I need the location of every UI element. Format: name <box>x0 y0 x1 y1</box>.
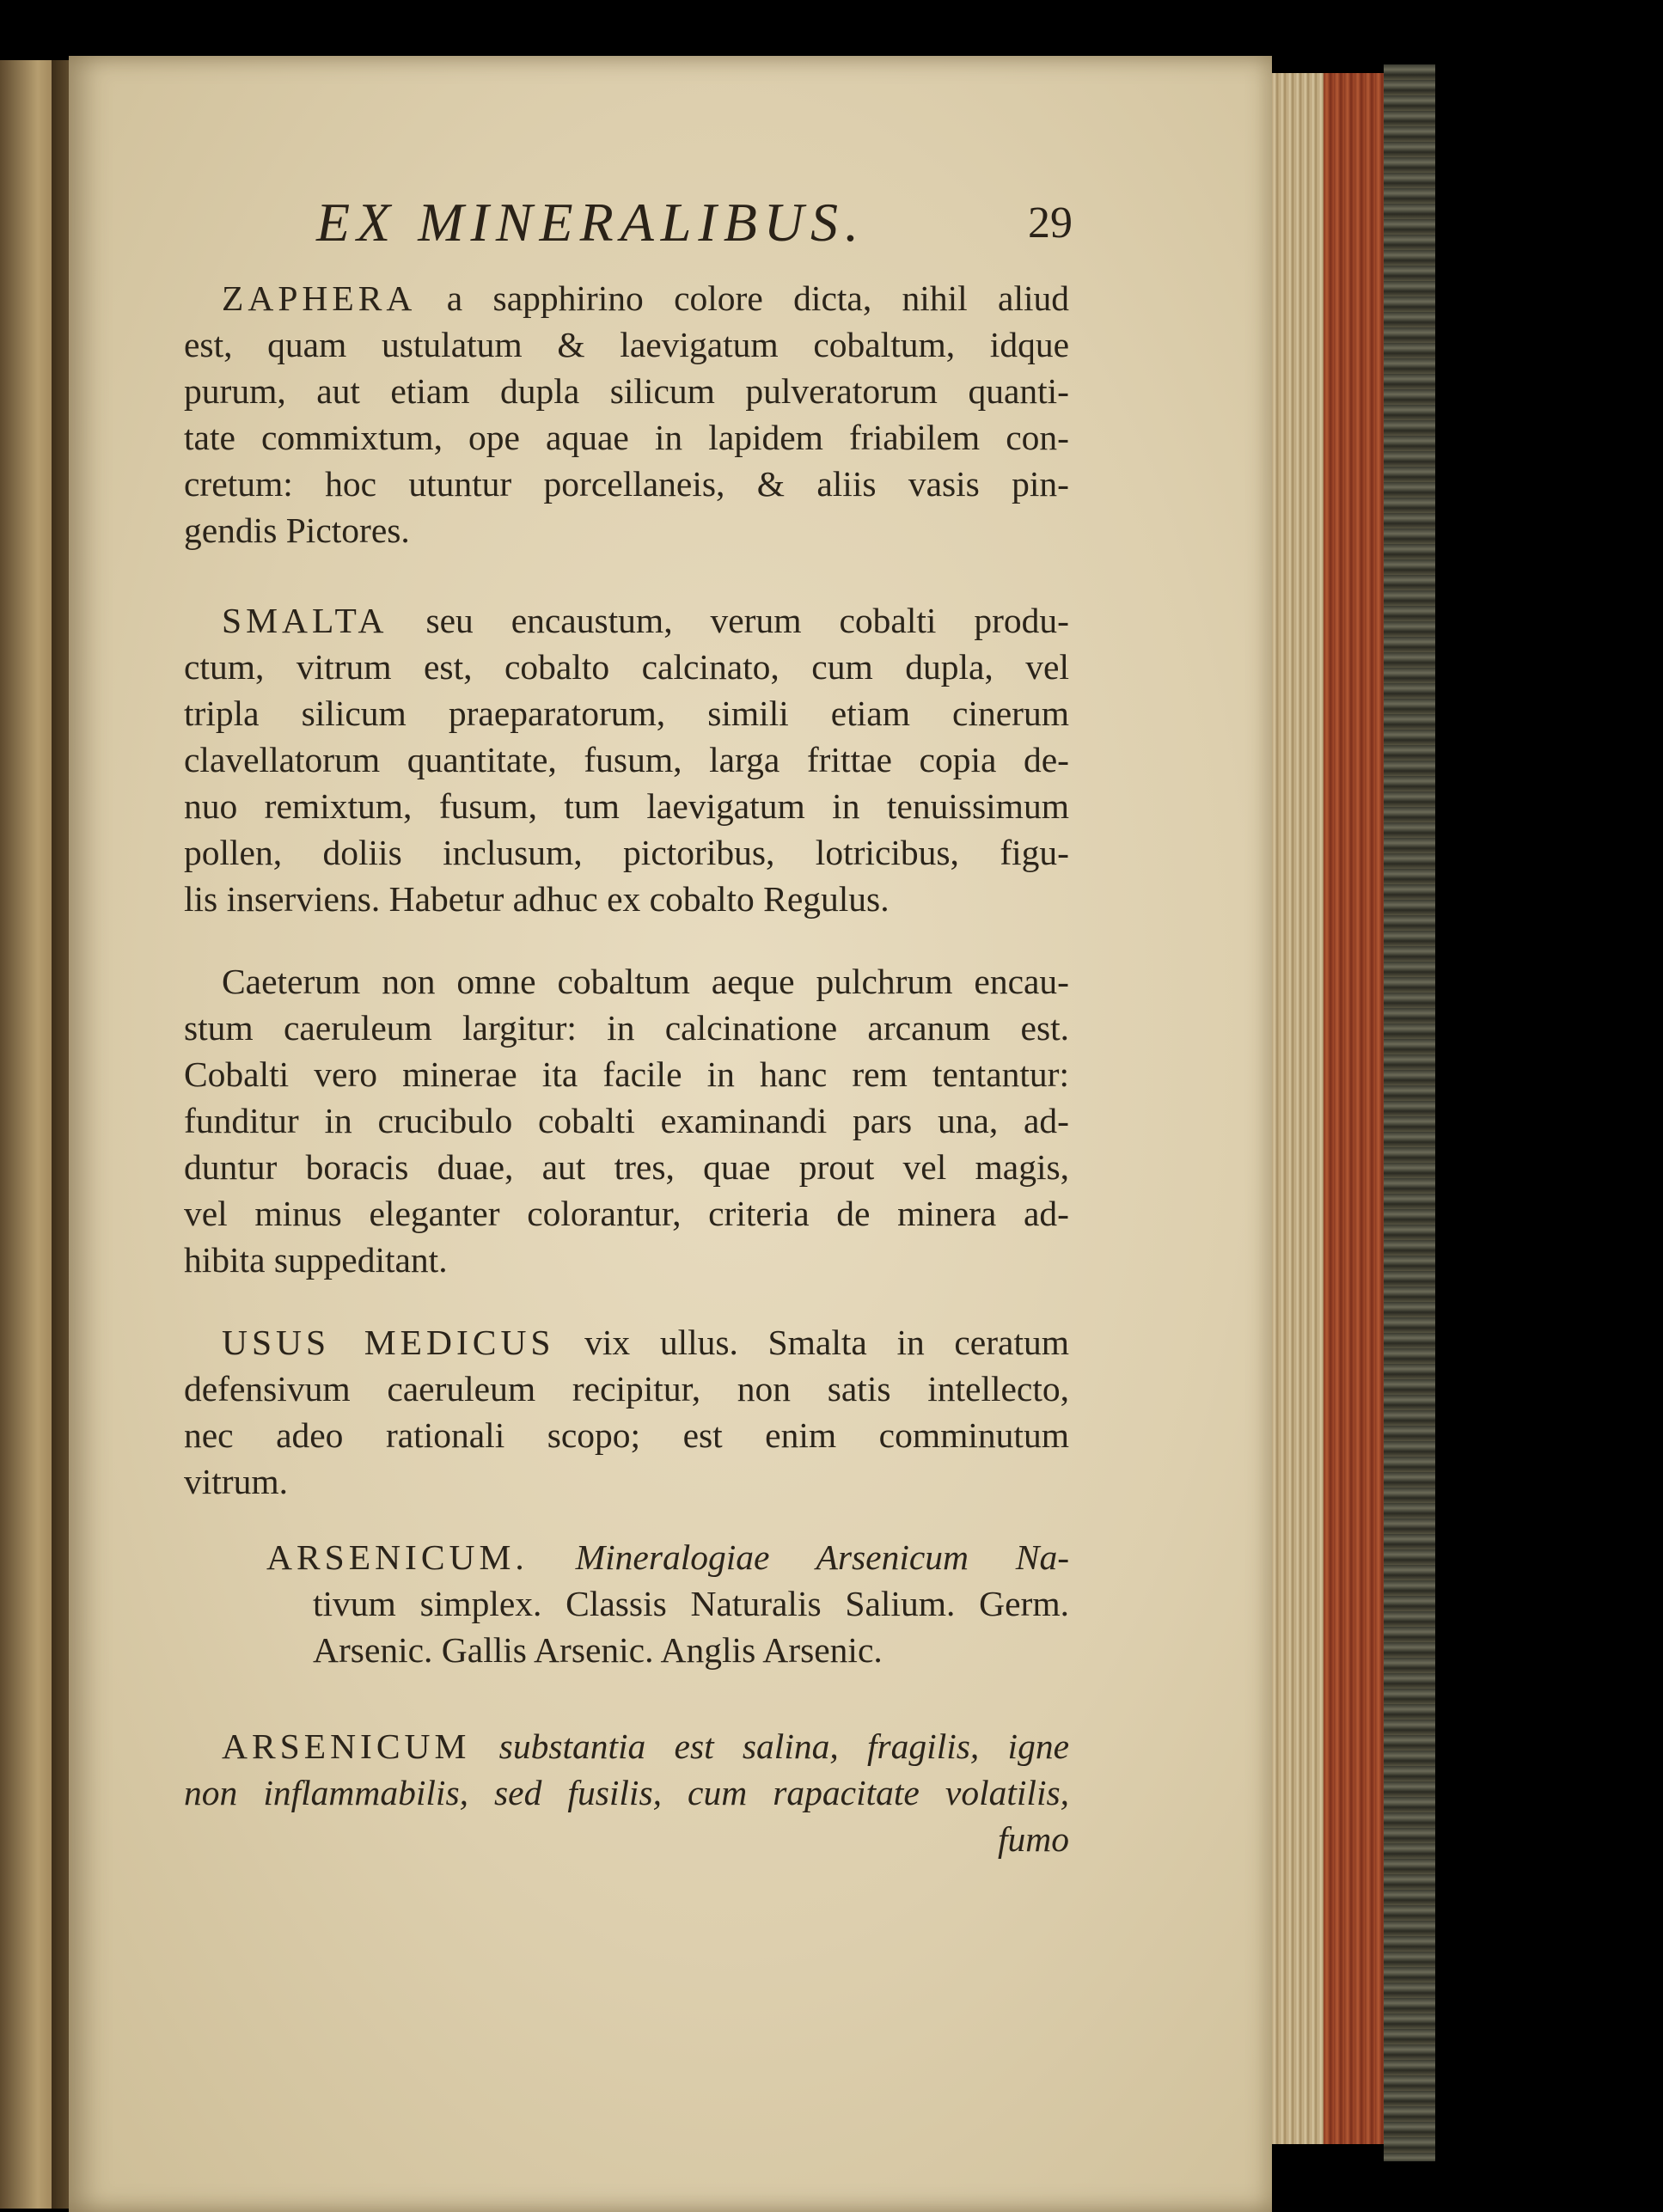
text-line: cretum: hoc utuntur porcellaneis, & aliis vasis pin- <box>184 464 1069 504</box>
text-line: stum caeruleum largitur: in calcinatione arcanum est. <box>184 1008 1069 1048</box>
red-edge-gilding <box>1324 73 1384 2144</box>
text-line: lis inserviens. Habetur adhuc ex cobalto Regulus. <box>184 879 890 919</box>
paragraph-caeterum <box>184 958 1069 1283</box>
text-line: Arsenic. Gallis Arsenic. Anglis Arsenic. <box>313 1630 883 1670</box>
paragraph-lead: USUS MEDICUS <box>222 1323 555 1362</box>
running-head-title: EX MINERALIBUS. <box>316 192 865 253</box>
text-line: non inflammabilis, sed fusilis, cum rapacitate volatilis, <box>184 1773 1069 1812</box>
text-line: defensivum caeruleum recipitur, non satis intellecto, <box>184 1369 1069 1408</box>
text-line: SMALTA seu encaustum, verum cobalti produ- <box>222 601 1069 640</box>
paragraph-lead: ARSENICUM <box>222 1726 471 1766</box>
text-line: vel minus eleganter colorantur, criteria de minera ad- <box>184 1194 1069 1233</box>
text-line: pollen, doliis inclusum, pictoribus, lotricibus, figu- <box>184 833 1069 872</box>
text-line: clavellatorum quantitate, fusum, larga frittae copia de- <box>184 740 1069 779</box>
text-line: tripla silicum praeparatorum, simili etiam cinerum <box>184 694 1069 733</box>
paragraph-zaphera <box>184 275 1069 553</box>
paragraph-lead: SMALTA <box>222 601 388 640</box>
running-head <box>316 191 1073 260</box>
paragraph-lead: ARSENICUM. <box>266 1537 529 1577</box>
catchword: fumo <box>998 1819 1069 1859</box>
text-line: vitrum. <box>184 1462 289 1501</box>
text-line: Caeterum non omne cobaltum aeque pulchrum encau- <box>222 962 1069 1001</box>
text-line: ctum, vitrum est, cobalto calcinato, cum dupla, vel <box>184 647 1069 687</box>
text-line: purum, aut etiam dupla silicum pulveratorum quanti- <box>184 371 1069 411</box>
paragraph-arsenicum-substantia <box>184 1723 1069 1862</box>
text-line: duntur boracis duae, aut tres, quae prout vel magis, <box>184 1147 1069 1187</box>
text-line: hibita suppeditant. <box>184 1240 448 1280</box>
text-line: ZAPHERA a sapphirino colore dicta, nihil aliud <box>222 278 1069 318</box>
page-number: 29 <box>1028 199 1073 247</box>
paragraph-usus-medicus <box>184 1319 1069 1505</box>
text-line: gendis Pictores. <box>184 510 410 550</box>
text-line: est, quam ustulatum & laevigatum cobaltum, idque <box>184 325 1069 364</box>
text-line: nuo remixtum, fusum, tum laevigatum in tenuissimum <box>184 786 1069 826</box>
text-line: ARSENICUM. Mineralogiae Arsenicum Na- <box>266 1537 1069 1577</box>
paragraph-smalta <box>184 597 1069 922</box>
text-line: nec adeo rationali scopo; est enim comminutum <box>184 1415 1069 1455</box>
text-line: funditur in crucibulo cobalti examinandi pars una, ad- <box>184 1101 1069 1140</box>
text-line: USUS MEDICUS vix ullus. Smalta in ceratum <box>222 1323 1069 1362</box>
paragraph-arsenicum-entry <box>184 1534 1069 1673</box>
book-binding <box>1384 64 1435 2161</box>
paragraph-lead: ZAPHERA <box>222 278 417 318</box>
text-line: Cobalti vero minerae ita facile in hanc rem tentantur: <box>184 1054 1069 1094</box>
text-line: tivum simplex. Classis Naturalis Salium. Germ. <box>313 1584 1069 1623</box>
text-line: ARSENICUM substantia est salina, fragilis, igne <box>222 1726 1069 1766</box>
text-line: tate commixtum, ope aquae in lapidem friabilem con- <box>184 418 1069 457</box>
